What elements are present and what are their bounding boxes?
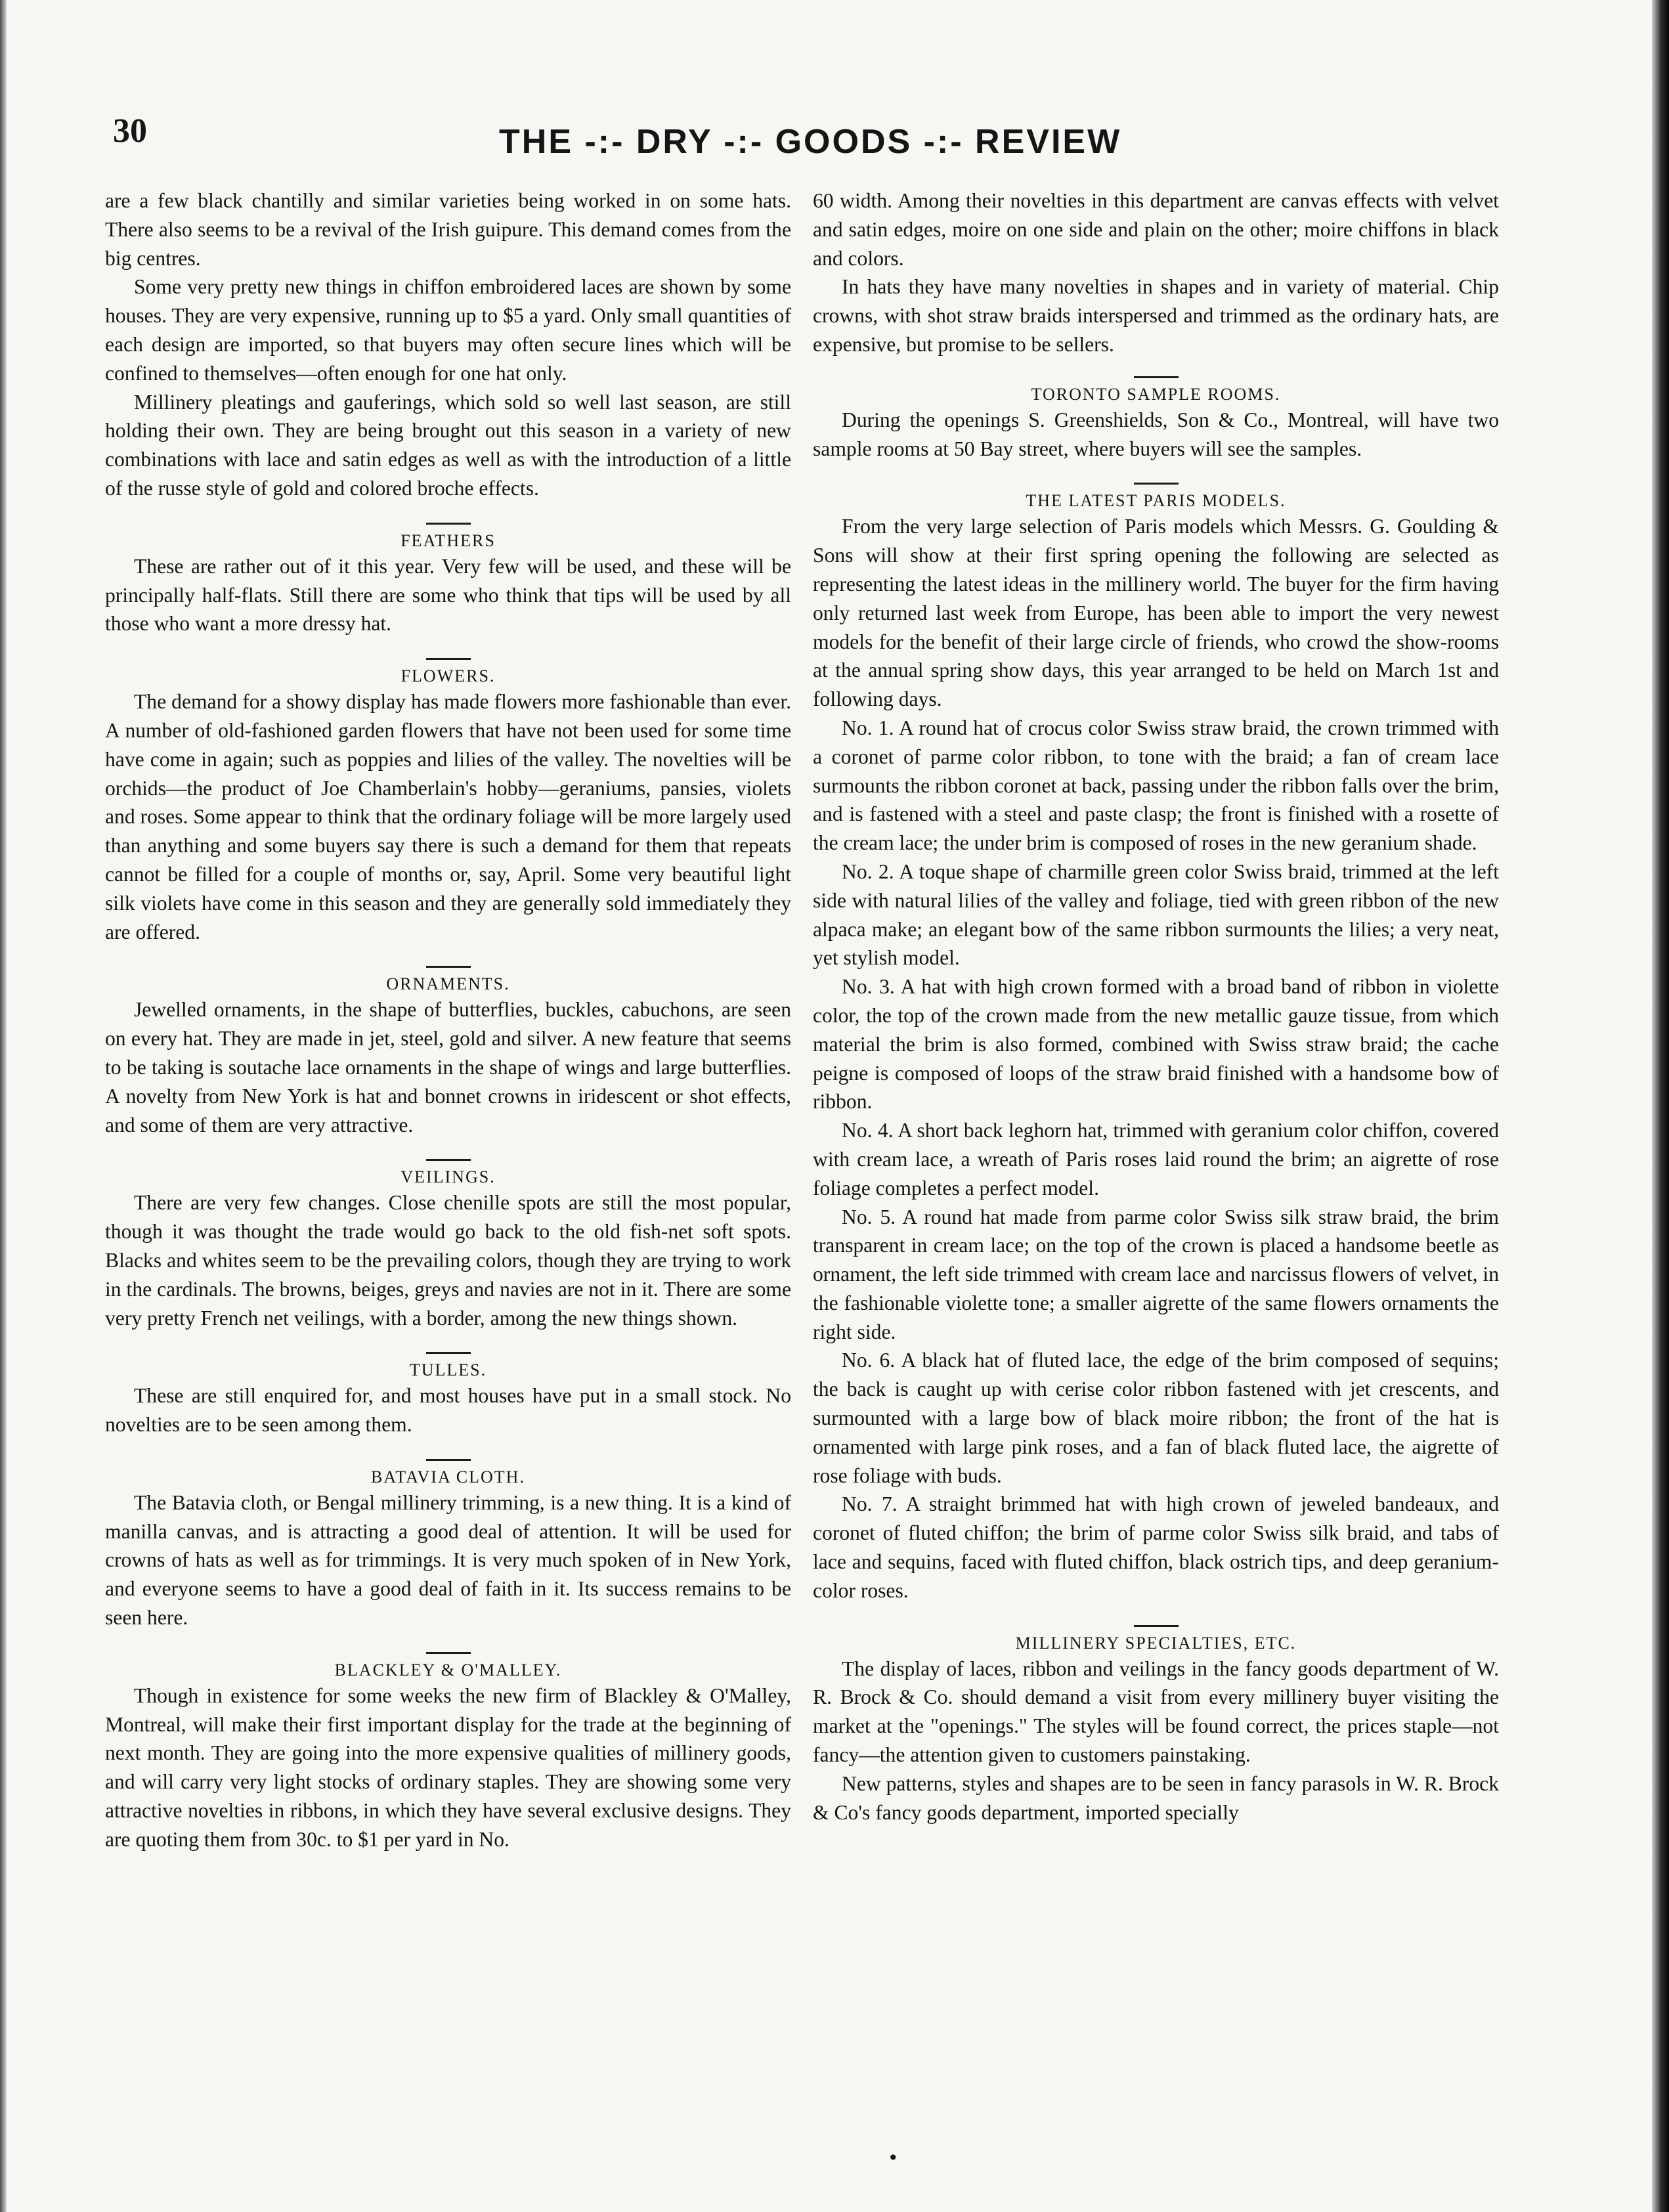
paragraph: The Batavia cloth, or Bengal millinery trimming, is a new thing. It is a kind of manilla canvas, and is attracting a good deal of attention. It will be used for crowns of hats as well as for trimmings. It is very much spoken of in New York, and everyone seems to have a good deal of faith in it. Its success remains to be seen here. — [105, 1490, 791, 1630]
section-heading — [105, 966, 791, 995]
heading-veilings: VEILINGS. — [401, 1167, 496, 1187]
paragraph: Some very pretty new things in chiffon embroidered laces are shown by some houses. They are very expensive, running up to $5 a yard. Only small quantities of each design are imported, so that buyers may often secure lines which will be confined to themselves—often enough for one hat only. — [105, 275, 791, 385]
section-rule — [426, 1352, 471, 1354]
heading-toronto-sample-rooms: TORONTO SAMPLE ROOMS. — [1031, 384, 1281, 404]
paragraph: 60 width. Among their novelties in this department are canvas effects with velvet and satin edges, moire on one side and plain on the other; moire chiffons in black and colors. — [813, 189, 1499, 270]
section-heading — [813, 483, 1499, 512]
paragraph: These are rather out of it this year. Very few will be used, and these will be principally half-flats. Still there are some who think that tips will be used by all those who want a more dressy hat. — [105, 554, 791, 636]
heading-flowers: FLOWERS. — [401, 666, 496, 686]
section-rule — [1134, 483, 1179, 485]
section-heading — [105, 523, 791, 552]
section-rule — [426, 523, 471, 525]
section-heading — [105, 1459, 791, 1488]
page-edge-right — [1652, 0, 1669, 2212]
paragraph: These are still enquired for, and most houses have put in a small stock. No novelties are to be seen among them. — [105, 1384, 791, 1437]
paragraph: The demand for a showy display has made flowers more fashionable than ever. A number of old-fashioned garden flowers that have not been used for some time have come in again; such as poppies and lilies of the valley. The novelties will be orchids—the product of Joe Chamberlain's hobby—geraniums, pansies, violets and roses. Some appear to think that the ordinary foliage will be more largely used than anything and some buyers say there is such a demand for them that repeats cannot be filled for a couple of months or, say, April. Some very beautiful light silk violets have come in this season and they are generally sold immediately they are offered. — [105, 690, 791, 943]
paragraph: Though in existence for some weeks the new firm of Blackley & O'Malley, Montreal, will make their first important display for the trade at the beginning of next month. They are going into the more expensive qualities of millinery goods, and will carry very light stocks of ordinary staples. They are showing some very attractive novelties in ribbons, in which they have several exclusive designs. They are quoting them from 30c. to $1 per yard in No. — [105, 1683, 791, 1851]
heading-latest-paris-models: THE LATEST PARIS MODELS. — [1026, 491, 1286, 511]
paragraph: No. 5. A round hat made from parme color Swiss silk straw braid, the brim transparent in cream lace; on the top of the crown is placed a handsome beetle as ornament, the left side trimmed with cream lace and narcissus flowers of velvet, in the fashionable violette tone; a smaller aigrette of the same flowers ornaments the right side. — [813, 1205, 1499, 1343]
paragraph: The display of laces, ribbon and veilings in the fancy goods department of W. R. Brock & Co. should demand a visit from every millinery buyer visiting the market at the "openings." The styles will be found correct, the prices staple—not fancy—the attention given to customers painstaking. — [813, 1657, 1499, 1767]
section-heading — [105, 1352, 791, 1381]
paragraph: No. 1. A round hat of crocus color Swiss straw braid, the crown trimmed with a coronet of parme color ribbon, to tone with the braid; a fan of cream lace surmounts the ribbon coronet at back, passing under the ribbon falls over the brim, and is fastened with a steel and paste clasp; the front is finished with a rosette of the cream lace; the under brim is composed of roses in the new geranium shade. — [813, 716, 1499, 855]
section-heading — [813, 1625, 1499, 1655]
section-heading — [105, 658, 791, 687]
section-heading — [105, 1159, 791, 1188]
paragraph: are a few black chantilly and similar varieties being worked in on some hats. There also seems to be a revival of the Irish guipure. This demand comes from the big centres. — [105, 189, 791, 270]
page-edge-left — [0, 0, 7, 2212]
heading-tulles: TULLES. — [409, 1360, 487, 1380]
right-column — [813, 186, 1499, 1827]
paragraph: Jewelled ornaments, in the shape of butterflies, buckles, cabuchons, are seen on every hat. They are made in jet, steel, gold and silver. A new feature that seems to be taking is soutache lace ornaments in the shape of wings and large butterflies. A novelty from New York is hat and bonnet crowns in iridescent or shot effects, and some of them are very attractive. — [105, 998, 791, 1137]
heading-batavia-cloth: BATAVIA CLOTH. — [371, 1467, 525, 1486]
section-rule — [426, 1652, 471, 1654]
section-rule — [426, 658, 471, 660]
section-rule — [1134, 376, 1179, 378]
left-column — [105, 186, 791, 1854]
page-number: 30 — [113, 112, 147, 150]
paragraph: During the openings S. Greenshields, Son & Co., Montreal, will have two sample rooms at 50 Bay street, where buyers will see the samples. — [813, 408, 1499, 460]
section-rule — [426, 966, 471, 968]
paragraph: No. 4. A short back leghorn hat, trimmed with geranium color chiffon, covered with cream lace, a wreath of Paris roses laid round the brim; an aigrette of rose foliage completes a perfect model. — [813, 1119, 1499, 1200]
paragraph: From the very large selection of Paris models which Messrs. G. Goulding & Sons will show at their first spring opening the following are selected as representing the latest ideas in the millinery world. The buyer for the firm having only returned last week from Europe, has been able to import the very newest models for the benefit of their large circle of friends, who crowd the show-rooms at the annual spring show days, this year arranged to be held on March 1st and following days. — [813, 515, 1499, 711]
paragraph: There are very few changes. Close chenille spots are still the most popular, though it was thought the trade would go back to the old fish-net soft spots. Blacks and whites seem to be the prevailing colors, though they are trying to work in the cardinals. The browns, beiges, greys and navies are not in it. There are some very pretty French net veilings, with a border, among the new things shown. — [105, 1191, 791, 1330]
section-rule — [426, 1159, 471, 1161]
heading-ornaments: ORNAMENTS. — [386, 974, 510, 994]
masthead-title: THE -:- DRY -:- GOODS -:- REVIEW — [499, 123, 1122, 161]
paragraph: In hats they have many novelties in shapes and in variety of material. Chip crowns, with shot straw braids interspersed and trimmed as the ordinary hats, are expensive, but promise to be sellers. — [813, 275, 1499, 356]
section-rule — [426, 1459, 471, 1461]
ink-speck: • — [888, 2147, 899, 2169]
heading-blackley-omalley: BLACKLEY & O'MALLEY. — [334, 1660, 562, 1680]
paragraph: No. 6. A black hat of fluted lace, the edge of the brim composed of sequins; the back is caught up with cerise color ribbon fastened with jet crescents, and surmounted with a large bow of black moire ribbon; the front of the hat is ornamented with large pink roses, and a fan of black fluted lace, the aigrette of rose foliage with buds. — [813, 1349, 1499, 1487]
paragraph: New patterns, styles and shapes are to be seen in fancy parasols in W. R. Brock & Co's fancy goods department, imported specially — [813, 1771, 1499, 1824]
section-rule — [1134, 1625, 1179, 1627]
heading-feathers: FEATHERS — [401, 531, 496, 550]
paragraph: No. 3. A hat with high crown formed with a broad band of ribbon in violette color, the top of the crown made from the new metallic gauze tissue, from which material the brim is also formed, combined with Swiss straw braid; the cache peigne is composed of loops of the straw braid finished with a handsome bow of ribbon. — [813, 975, 1499, 1114]
section-heading — [813, 376, 1499, 406]
section-heading — [105, 1652, 791, 1681]
heading-millinery-specialties: MILLINERY SPECIALTIES, ETC. — [1015, 1633, 1297, 1653]
paragraph: No. 7. A straight brimmed hat with high crown of jeweled bandeaux, and coronet of fluted chiffon; the brim of parme color Swiss silk braid, and tabs of lace and sequins, faced with fluted chiffon, black ostrich tips, and deep geranium-color roses. — [813, 1492, 1499, 1602]
paragraph: Millinery pleatings and gauferings, which sold so well last season, are still holding their own. They are being brought out this season in a variety of new combinations with lace and satin edges as well as with the introduction of a little of the russe style of gold and colored broche effects. — [105, 390, 791, 500]
paragraph: No. 2. A toque shape of charmille green color Swiss braid, trimmed at the left side with natural lilies of the valley and foliage, tied with green ribbon of the new alpaca make; an elegant bow of the same ribbon surmounts the lilies; a very neat, yet stylish model. — [813, 859, 1499, 970]
